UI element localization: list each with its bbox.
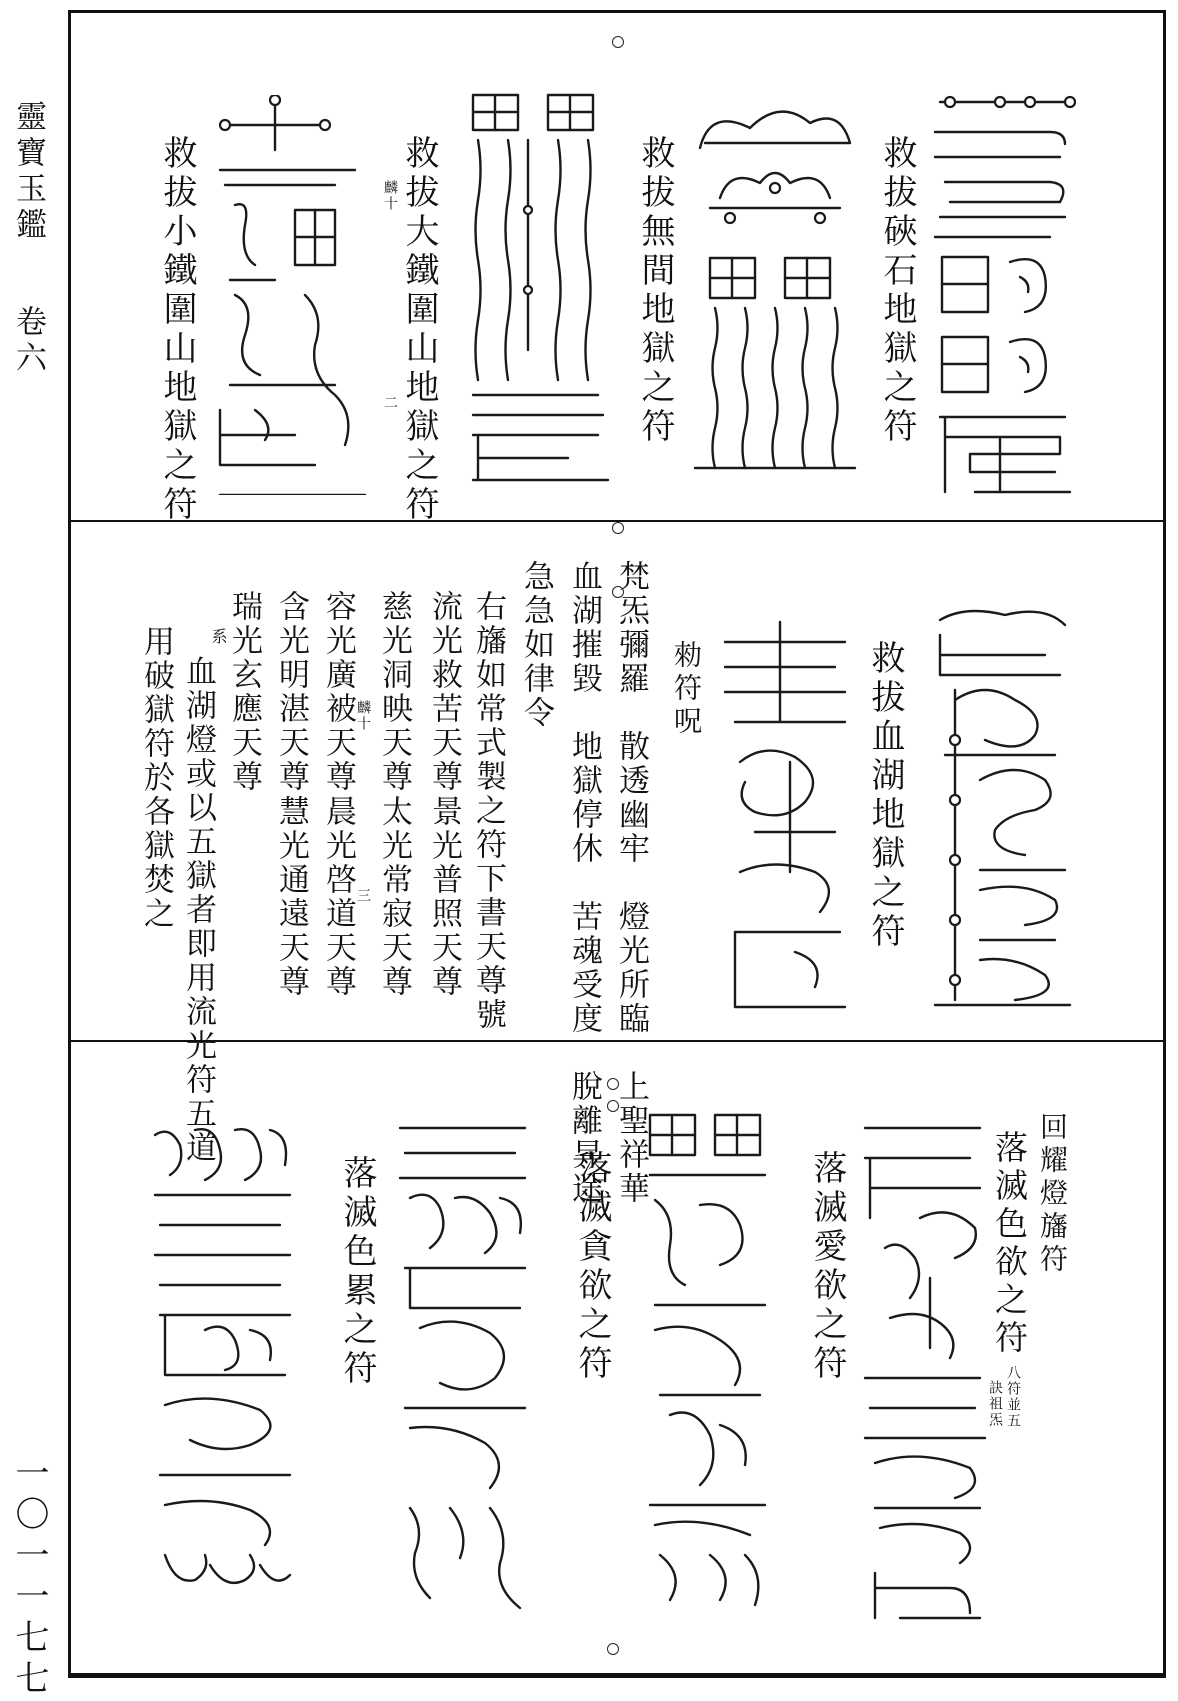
section-heading: 回耀燈旛符: [1036, 1112, 1069, 1277]
annotation-note: 八符並五: [1005, 1365, 1021, 1429]
talisman-seal-glyph: [690, 88, 860, 498]
note-line: 血湖燈或以五獄者即用流光符五道: [180, 655, 216, 1165]
tianzun-name: 容光廣被天尊: [320, 590, 356, 794]
talisman-seal-glyph: [215, 95, 375, 495]
book-title: 靈寶玉鑑: [10, 100, 46, 244]
tianzun-name: 景光普照天尊: [426, 795, 462, 999]
page-number: 一〇一一七七: [9, 1455, 49, 1701]
chant-line: 血湖摧毀 地獄停休 苦魂受度 脫離昇途: [566, 560, 602, 1206]
annotation-note: 麟十: [382, 180, 398, 212]
tianzun-name: 流光救苦天尊: [426, 590, 462, 794]
chant-title: 勑符呪: [670, 640, 703, 739]
circle-mark: [607, 1643, 619, 1655]
talisman-seal-glyph: [640, 1105, 775, 1625]
talisman-title: 救拔小鐵圍山地獄之符: [157, 135, 197, 525]
talisman-title: 救拔無間地獄之符: [635, 135, 675, 447]
annotation-note: 三: [355, 888, 371, 904]
circle-mark: [612, 36, 624, 48]
chant-line: 急急如律令: [518, 560, 554, 730]
talisman-seal-glyph: [930, 92, 1080, 502]
rubric-line: 右旛如常式製之符下書天尊號: [470, 590, 506, 1032]
tianzun-name: 慧光通遠天尊: [273, 795, 309, 999]
tianzun-name: 瑞光玄應天尊: [226, 590, 262, 794]
talisman-seal-glyph: [395, 1108, 535, 1628]
talisman-title: 救拔大鐵圍山地獄之符: [399, 135, 439, 525]
annotation-note: 系: [209, 628, 228, 646]
annotation-note: 訣祖炁: [987, 1380, 1003, 1428]
note-line: 用破獄符於各獄焚之: [138, 625, 174, 931]
talisman-seal-glyph: [925, 600, 1075, 1010]
talisman-title: 落滅愛欲之符: [807, 1150, 847, 1384]
chant-line: 梵炁彌羅 散透幽牢 燈光所臨 上聖祥華: [613, 560, 649, 1206]
annotation-note: 二: [382, 395, 398, 411]
talisman-seal-glyph: [150, 1115, 300, 1605]
talisman-seal-glyph: [860, 1108, 990, 1628]
talisman-title: 落滅色累之符: [337, 1155, 377, 1389]
tianzun-name: 晨光啓道天尊: [320, 795, 356, 999]
annotation-note: 麟十: [355, 700, 371, 732]
talisman-title: 救拔硤石地獄之符: [877, 135, 917, 447]
talisman-title: 落滅貪欲之符: [572, 1150, 612, 1384]
circle-mark: [612, 522, 624, 534]
tianzun-name: 慈光洞映天尊: [376, 590, 412, 794]
talisman-title: 救拔血湖地獄之符: [865, 640, 905, 952]
talisman-title: 落滅色欲之符: [990, 1130, 1029, 1358]
talisman-seal-glyph: [715, 612, 855, 1022]
tianzun-name: 含光明湛天尊: [273, 590, 309, 794]
talisman-seal-glyph: [468, 90, 618, 490]
volume-label: 卷六: [10, 305, 46, 377]
tianzun-name: 太光常寂天尊: [376, 795, 412, 999]
